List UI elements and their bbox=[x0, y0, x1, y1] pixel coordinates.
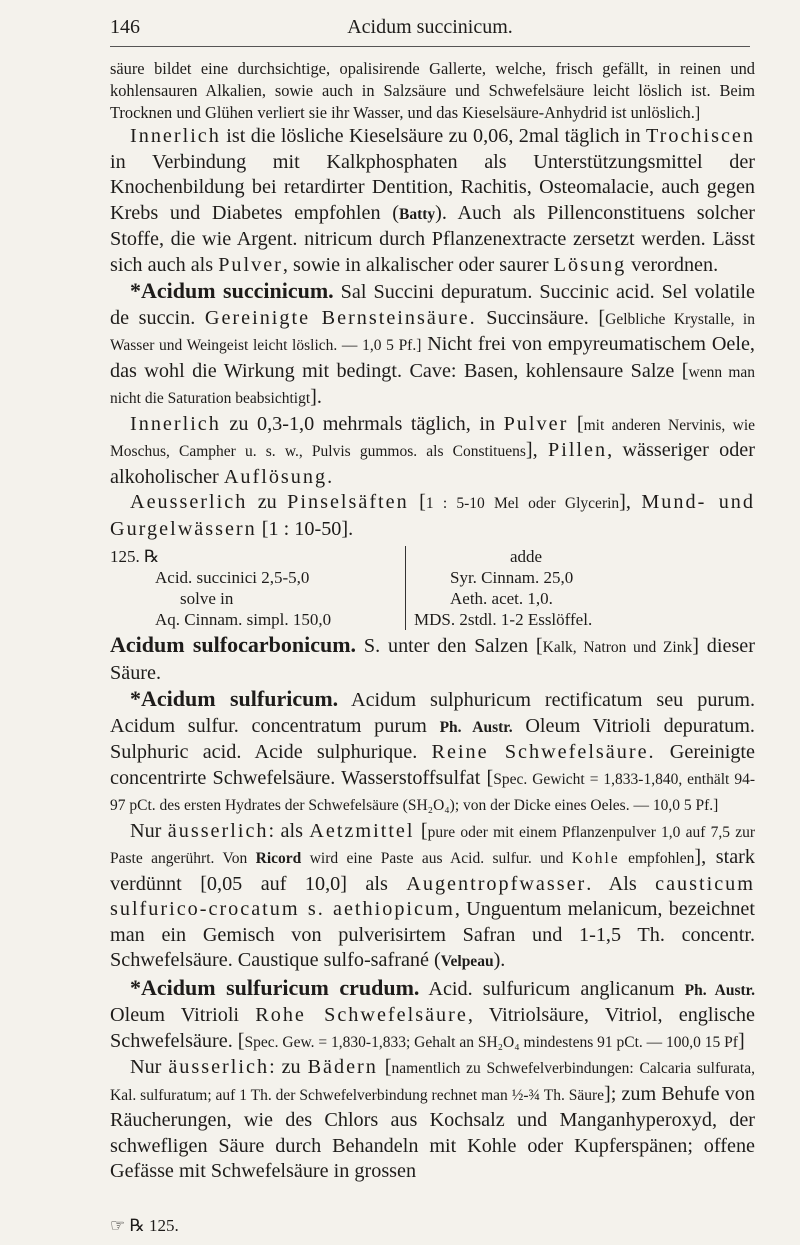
paragraph-sulfuricum-crudum-external: Nur äusserlich: zu Bädern [namentlich zu Schwefelverbindungen: Calcaria sulfurata, Kal. sulfuratum; auf 1 Th. der Schwefelverbindung rechnet man ½-¾ Th. Säure]; zum Behufe von Räucherungen, wie des Chlors aus Kochsalz und Manganhyperoxyd, der schwefligen Säure durch Behandeln mit Kohle oder Kupferspänen; offene Gefässe mit Schwefelsäure in grossen bbox=[110, 1056, 755, 1182]
prescription-left-column: 125. ℞ Acid. succinici 2,5-5,0 solve in Aq. Cinnam. simpl. 150,0 bbox=[110, 547, 332, 629]
german-name-sulfuricum: Reine Schwefelsäure. bbox=[431, 741, 656, 763]
page-header bbox=[110, 12, 750, 42]
paragraph-succinicum-external: Aeusserlich zu Pinselsäften [1 : 5-10 Mel oder Glycerin], Mund- und Gurgelwässern [1 : 10-50]. bbox=[110, 491, 755, 540]
entry-heading-sulfocarbonicum: Acidum sulfocarbonicum. bbox=[110, 632, 357, 657]
term-innerlich: Innerlich bbox=[130, 125, 221, 147]
entry-acidum-sulfocarbonicum: Acidum sulfocarbonicum. S. unter den Salzen [Kalk, Natron und Zink] dieser Säure. bbox=[110, 632, 755, 684]
header-rule bbox=[110, 46, 750, 47]
page-number: 146 bbox=[110, 16, 140, 38]
prescription-right-column: adde Syr. Cinnam. 25,0 Aeth. acet. 1,0. MDS. 2stdl. 1-2 Esslöffel. bbox=[405, 546, 710, 630]
description-succinicum: Gelbliche Krystalle, in Wasser und Weingeist leicht löslich. — 1,0 5 Pf.] bbox=[110, 310, 755, 354]
paragraph-silica-internal: Innerlich ist die lösliche Kieselsäure zu 0,06, 2mal täglich in Trochiscen in Verbindung mit Kalkphosphaten als Unterstützungsmittel der Knochenbildung bei retardirter Dentition, Rachitis, Osteomalacie, auch gegen Krebs und Diabetes empfohlen (Batty). Auch als Pillenconstituens solcher Stoffe, die wie Argent. nitricum durch Pflanzenextracte zersetzt werden. Lässt sich auch als Pulver, sowie in alkalischer oder saurer Lösung verordnen. bbox=[110, 125, 756, 276]
entry-acidum-succinicum: *Acidum succinicum. Sal Succini depuratum. Succinic acid. Sel volatile de succin. Gereinigte Bernsteinsäure. Succinsäure. [Gelbliche Krystalle, in Wasser und Weingeist leicht löslich. — 1,0 5 Pf.] Nicht frei von empyreumatischem Oele, das wohl die Wirkung mit bedingt. Cave: Basen, kohlensaure Salze [wenn man nicht die Saturation beabsichtigt]. bbox=[110, 278, 756, 408]
body-text bbox=[110, 58, 755, 1185]
prescription-125 bbox=[110, 546, 755, 630]
prescription-reference: ℞ 125. bbox=[129, 1216, 179, 1235]
running-title: Acidum succinicum. bbox=[347, 16, 513, 38]
paragraph-sulfuricum-external: Nur äusserlich: als Aetzmittel [pure oder mit einem Pflanzenpulver 1,0 auf 7,5 zur Paste angerührt. Von Ricord wird eine Paste aus Acid. sulfur. und Kohle empfohlen], stark verdünnt [0,05 auf 10,0] als Augentropfwasser. Als causticum sulfurico-crocatum s. aethiopicum, Unguentum melanicum, bezeichnet man ein Gemisch von pulverisirtem Safran und 1-1,5 Th. concentr. Schwefelsäure. Caustique sulfo-safrané (Velpeau). bbox=[110, 819, 756, 971]
german-name-succinicum: Gereinigte Bernsteinsäure. bbox=[204, 306, 477, 329]
paragraph-silica-note: säure bildet eine durchsichtige, opalisirende Gallerte, welche, frisch gefällt, in reinen und kohlensauren Alkalien, sowie auch in Salzsäure und Schwefelsäure leicht löslich ist. Beim Trocknen und Glühen verliert sie ihr Wasser, und das Kieselsäure-Anhydrid ist unlöslich.] bbox=[110, 59, 755, 122]
entry-heading-sulfuricum: *Acidum sulfuricum. bbox=[130, 686, 339, 711]
pointing-hand-icon: ☞ bbox=[110, 1216, 126, 1235]
entry-acidum-sulfuricum: *Acidum sulfuricum. Acidum sulphuricum rectificatum seu purum. Acidum sulfur. concentratum purum Ph. Austr. Oleum Vitrioli depuratum. Sulphuric acid. Acide sulphurique. Reine Schwefelsäure. Gereinigte concentrirte Schwefelsäure. Wasserstoffsulfat [Spec. Gewicht = 1,833-1,840, enthält 94-97 pCt. des ersten Hydrates der Schwefelsäure (SH₂O₄); von der Dicke eines Oeles. — 10,0 5 Pf.] bbox=[110, 686, 755, 814]
entry-acidum-sulfuricum-crudum: *Acidum sulfuricum crudum. Acid. sulfuricum anglicanum Ph. Austr. Oleum Vitrioli Rohe Schwefelsäure, Vitriolsäure, Vitriol, englische Schwefelsäure. [Spec. Gew. = 1,830-1,833; Gehalt an SH₂O₄ mindestens 91 pCt. — 100,0 15 Pf] bbox=[110, 974, 756, 1052]
entry-heading-succinicum: *Acidum succinicum. bbox=[130, 278, 334, 303]
paragraph-succinicum-internal: Innerlich zu 0,3-1,0 mehrmals täglich, in Pulver [mit anderen Nervinis, wie Moschus, Campher u. s. w., Pulvis gummos. als Constituens], Pillen, wässeriger oder alkoholischer Auflösung. bbox=[110, 412, 756, 488]
entry-heading-sulfuricum-crudum: *Acidum sulfuricum crudum. bbox=[130, 974, 420, 1000]
author-batty: Batty bbox=[398, 205, 436, 223]
footer-reference bbox=[110, 1216, 179, 1236]
term-loesung: Lösung bbox=[553, 253, 627, 276]
term-trochiscen: Trochiscen bbox=[646, 125, 755, 147]
term-pulver: Pulver bbox=[218, 253, 283, 276]
